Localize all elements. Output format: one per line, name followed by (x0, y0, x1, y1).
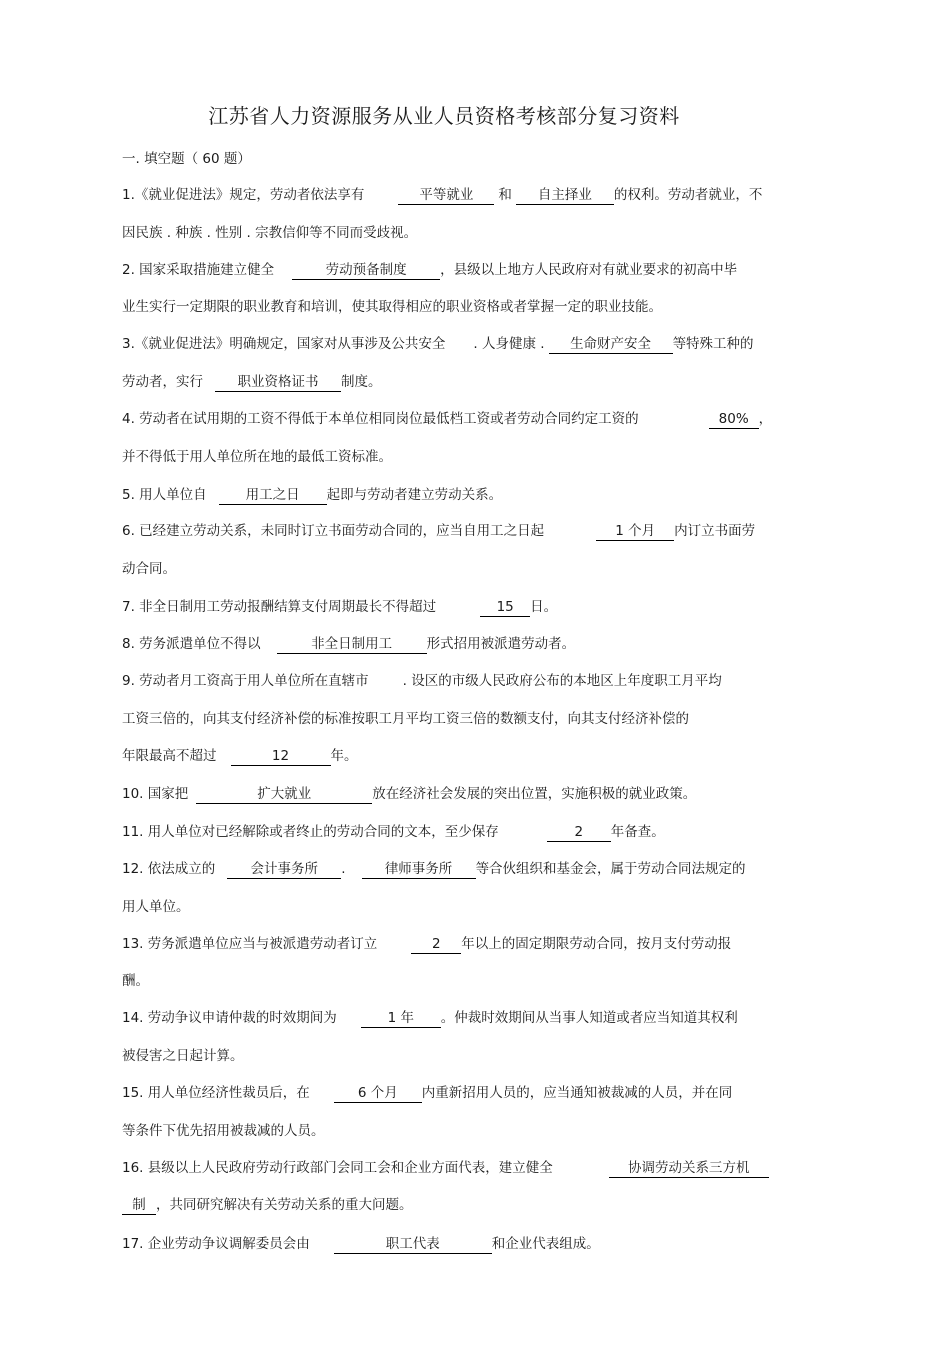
answer-blank: 80% (709, 411, 759, 429)
question-9-line-2: 工资三倍的，向其支付经济补偿的标准按职工月平均工资三倍的数额支付，向其支付经济补偿的 (122, 711, 689, 727)
answer-blank: 律师事务所 (362, 861, 476, 879)
question-3-line-1: 3.《就业促进法》明确规定，国家对从事涉及公共安全 . 人身健康 . 生命财产安全 等特殊工种的 (122, 336, 754, 352)
answer-blank: 非全日制用工 (277, 636, 427, 654)
question-10-line-1: 10. 国家把 扩大就业 放在经济社会发展的突出位置，实施积极的就业政策。 (122, 786, 697, 802)
question-9-line-3: 年限最高不超过 12 年。 (122, 748, 358, 764)
question-15-line-2: 等条件下优先招用被裁减的人员。 (122, 1123, 325, 1139)
question-6-line-1: 6. 已经建立劳动关系，未同时订立书面劳动合同的，应当自用工之日起 1 个月 内订立书面劳 (122, 523, 756, 539)
question-11-line-1: 11. 用人单位对已经解除或者终止的劳动合同的文本，至少保存 2 年备查。 (122, 824, 665, 840)
question-12-line-2: 用人单位。 (122, 899, 190, 915)
answer-blank: 生命财产安全 (549, 336, 673, 354)
question-2-line-2: 业生实行一定期限的职业教育和培训，使其取得相应的职业资格或者掌握一定的职业技能。 (122, 299, 662, 315)
question-1-line-2: 因民族 . 种族 . 性别 . 宗教信仰等不同而受歧视。 (122, 225, 418, 241)
answer-blank: 制 (122, 1197, 156, 1215)
answer-blank: 2 (411, 936, 461, 954)
question-1-line-1: 1.《就业促进法》规定，劳动者依法享有 平等就业 和 自主择业 的权利。劳动者就业，不 (122, 187, 763, 203)
question-16-line-2: 制 ，共同研究解决有关劳动关系的重大问题。 (122, 1196, 413, 1215)
question-8-line-1: 8. 劳务派遣单位不得以 非全日制用工 形式招用被派遣劳动者。 (122, 636, 576, 652)
question-17-line-1: 17. 企业劳动争议调解委员会由 职工代表 和企业代表组成。 (122, 1236, 600, 1252)
question-9-line-1: 9. 劳动者月工资高于用人单位所在直辖市 . 设区的市级人民政府公布的本地区上年度职工月平均 (122, 673, 722, 689)
question-7-line-1: 7. 非全日制用工劳动报酬结算支付周期最长不得超过 15 日。 (122, 599, 558, 615)
answer-blank: 6 个月 (334, 1085, 422, 1103)
answer-blank: 自主择业 (516, 187, 614, 205)
answer-blank: 会计事务所 (227, 861, 341, 879)
answer-blank: 职工代表 (334, 1236, 492, 1254)
section-heading: 一. 填空题（ 60 题） (122, 151, 251, 167)
document-title: 江苏省人力资源服务从业人员资格考核部分复习资料 (208, 104, 680, 128)
question-4-line-2: 并不得低于用人单位所在地的最低工资标准。 (122, 449, 392, 465)
question-15-line-1: 15. 用人单位经济性裁员后，在 6 个月 内重新招用人员的，应当通知被裁减的人员，并在同 (122, 1085, 733, 1101)
question-14-line-2: 被侵害之日起计算。 (122, 1048, 244, 1064)
question-3-line-2: 劳动者，实行 职业资格证书 制度。 (122, 374, 382, 390)
question-13-line-1: 13. 劳务派遣单位应当与被派遣劳动者订立 2 年以上的固定期限劳动合同，按月支付劳动报 (122, 936, 732, 952)
answer-blank: 劳动预备制度 (292, 262, 440, 280)
answer-blank: 协调劳动关系三方机 (609, 1160, 769, 1178)
question-16-line-1: 16. 县级以上人民政府劳动行政部门会同工会和企业方面代表，建立健全 协调劳动关系三方机 (122, 1159, 769, 1178)
question-6-line-2: 动合同。 (122, 561, 176, 577)
question-5-line-1: 5. 用人单位自 用工之日 起即与劳动者建立劳动关系。 (122, 487, 503, 503)
answer-blank: 1 个月 (596, 523, 674, 541)
answer-blank: 15 (480, 599, 530, 617)
answer-blank: 12 (231, 748, 331, 766)
answer-blank: 平等就业 (398, 187, 494, 205)
answer-blank: 2 (547, 824, 611, 842)
question-2-line-1: 2. 国家采取措施建立健全 劳动预备制度 ，县级以上地方人民政府对有就业要求的初高中毕 (122, 262, 738, 278)
question-12-line-1: 12. 依法成立的 会计事务所 . 律师事务所 等合伙组织和基金会，属于劳动合同法规定的 (122, 861, 746, 877)
answer-blank: 用工之日 (219, 487, 327, 505)
answer-blank: 1 年 (361, 1010, 441, 1028)
question-14-line-1: 14. 劳动争议申请仲裁的时效期间为 1 年 。仲裁时效期间从当事人知道或者应当知道其权利 (122, 1010, 738, 1026)
answer-blank: 职业资格证书 (215, 374, 341, 392)
question-4-line-1: 4. 劳动者在试用期的工资不得低于本单位相同岗位最低档工资或者劳动合同约定工资的 80% ， (122, 411, 773, 427)
answer-blank: 扩大就业 (196, 786, 372, 804)
question-13-line-2: 酬。 (122, 973, 149, 989)
